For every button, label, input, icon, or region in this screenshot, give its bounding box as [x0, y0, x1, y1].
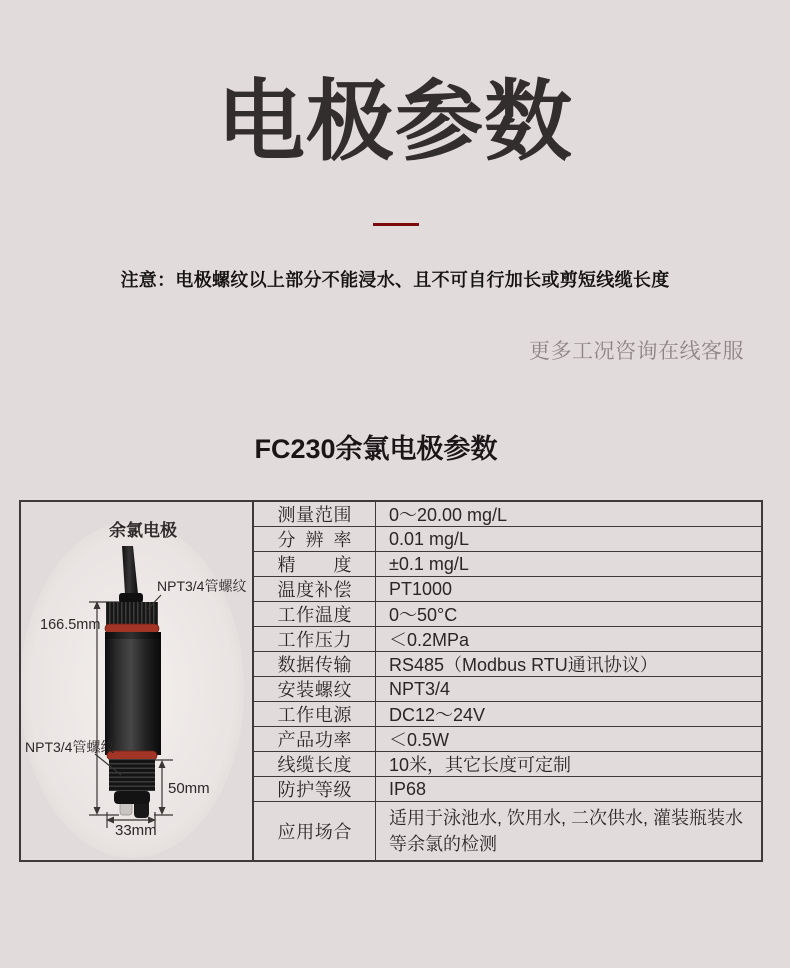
spec-label-text: 测量范围: [277, 505, 352, 525]
tip-collar: [114, 791, 150, 804]
title-divider: [373, 223, 419, 226]
spec-value: [376, 627, 761, 651]
table-row: [254, 727, 761, 752]
spec-value-text: PT1000: [389, 578, 453, 599]
spec-label-text: 应用场合: [277, 822, 352, 842]
table-row: [254, 502, 761, 527]
spec-value: [376, 527, 761, 551]
spec-label: [254, 627, 376, 651]
warning-note: 注意：电极螺纹以上部分不能浸水、且不可自行加长或剪短线缆长度: [120, 270, 670, 290]
spec-value-text: ＜0.2MPa: [389, 630, 470, 650]
spec-label: [254, 777, 376, 801]
o-ring-top: [105, 624, 159, 633]
thread-top-label: NPT3/4管螺纹: [157, 578, 247, 594]
spec-label: [254, 602, 376, 626]
spec-label-text: 工作温度: [277, 605, 352, 625]
spec-value-text: ±0.1 mg/L: [389, 553, 469, 574]
spec-rows: [254, 502, 761, 860]
lower-length-label: 50mm: [168, 780, 210, 797]
spec-label-text: 安装螺纹: [277, 680, 352, 700]
table-row: [254, 627, 761, 652]
spec-value: [376, 652, 761, 676]
spec-value-text: DC12～24V: [389, 705, 486, 725]
spec-value: [376, 777, 761, 801]
spec-label-text: 精度: [277, 555, 352, 575]
table-row: [254, 552, 761, 577]
electrode-diagram: [21, 502, 254, 860]
cable-gland: [119, 593, 143, 603]
spec-label-text: 防护等级: [277, 780, 352, 800]
table-row: [254, 777, 761, 802]
spec-label: [254, 502, 376, 526]
spec-label-text: 温度补偿: [277, 580, 352, 600]
electrode-bottom-thread: [109, 759, 155, 791]
electrode-drawing: [21, 502, 250, 860]
spec-label-text: 线缆长度: [277, 755, 352, 775]
page-title: 电极参数: [216, 72, 573, 171]
table-row: [254, 577, 761, 602]
spec-label-text: 数据传输: [277, 655, 352, 675]
spec-label: [254, 552, 376, 576]
spec-label: [254, 527, 376, 551]
spec-value: [376, 677, 761, 701]
spec-label: [254, 577, 376, 601]
spec-label-text: 工作电源: [277, 705, 352, 725]
spec-value-text: 0～20.00 mg/L: [389, 505, 508, 525]
spec-label-text: 工作压力: [277, 630, 352, 650]
spec-value-text: 0～50°C: [389, 605, 458, 625]
hex-chamfer: [105, 632, 161, 639]
spec-table: [19, 500, 763, 862]
spec-label: [254, 802, 376, 860]
spec-value: [376, 802, 761, 860]
table-row: [254, 802, 761, 860]
spec-label-text: 产品功率: [277, 730, 352, 750]
spec-label: [254, 702, 376, 726]
spec-value: [376, 502, 761, 526]
spec-value: [376, 602, 761, 626]
spec-label-text: 分辨率: [277, 530, 352, 550]
section-subtitle: FC230余氯电极参数: [254, 434, 498, 464]
total-length-label: 166.5mm: [40, 617, 101, 633]
table-row: [254, 677, 761, 702]
customer-service-text: 更多工况咨询在线客服: [529, 340, 744, 363]
table-row: [254, 702, 761, 727]
spec-label: [254, 677, 376, 701]
diameter-label: 33mm: [115, 822, 157, 839]
spec-label: [254, 652, 376, 676]
spec-value-text: RS485（Modbus RTU通讯协议）: [389, 655, 658, 675]
electrode-top-thread: [106, 602, 158, 625]
table-row: [254, 752, 761, 777]
o-ring-bottom: [107, 751, 157, 760]
spec-label: [254, 727, 376, 751]
spec-value: [376, 577, 761, 601]
spec-value-text: 适用于泳池水, 饮用水, 二次供水, 灌装瓶装水等余氯的检测: [389, 807, 744, 854]
spec-value-text: ＜0.5W: [389, 730, 450, 750]
electrode-hex-body: [105, 632, 161, 755]
spec-value: [376, 727, 761, 751]
spec-value-text: IP68: [389, 778, 427, 799]
spec-value: [376, 752, 761, 776]
spec-value: [376, 552, 761, 576]
diagram-title: 余氯电极: [109, 521, 177, 540]
table-row: [254, 602, 761, 627]
thread-bottom-label: NPT3/4管螺纹: [25, 739, 115, 755]
spec-value-text: 0.01 mg/L: [389, 528, 470, 549]
spec-label: [254, 752, 376, 776]
spec-value-text: 10米，其它长度可定制: [389, 755, 572, 775]
spec-value: [376, 702, 761, 726]
table-row: [254, 652, 761, 677]
spec-value-text: NPT3/4: [389, 678, 451, 699]
table-row: [254, 527, 761, 552]
